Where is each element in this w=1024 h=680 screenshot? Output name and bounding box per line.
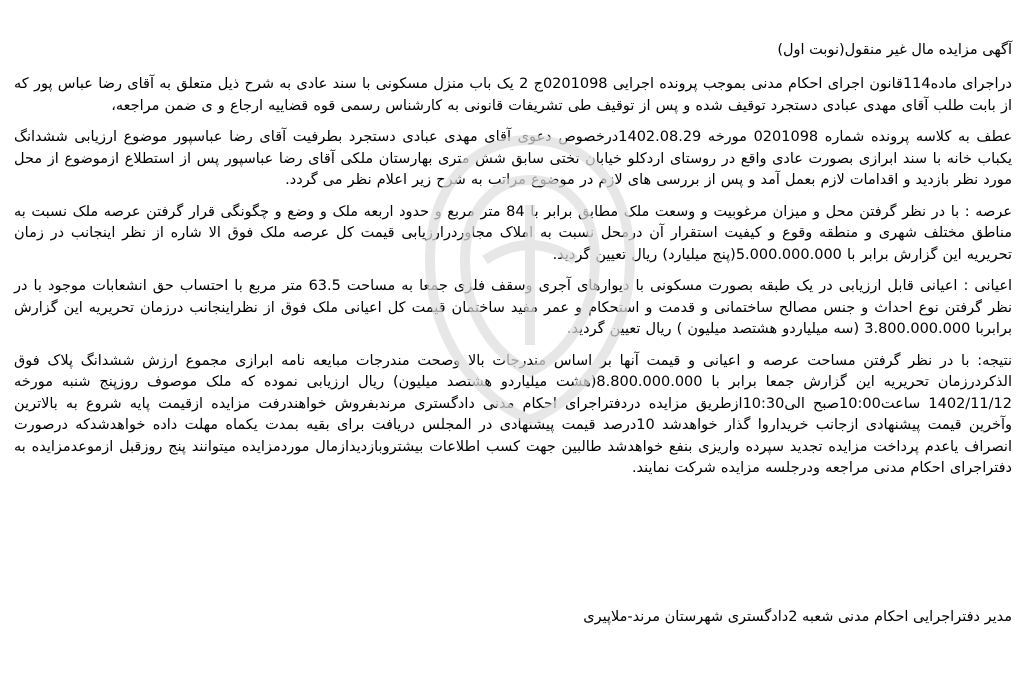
paragraph-land: عرصه : با در نظر گرفتن محل و میزان مرغوبیت و وسعت ملک مطابق برابر با 84 متر مربع و حدود اربعه ملک و وضع و چگونگی قرار گرفتن عرصه ملک نسبت به مناطق مختلف شهری و منطقه وقوع و کیفیت استقرار آن درمحل نسبت به املاک مجاوردرارزیابی قیمت کل عرصه ملک فوق الا شاره از نظر اینجانب در زمان تحریریه این گزارش برابر با 5.000.000.000(پنج میلیارد) ریال تعیین گردید. [14, 203, 1012, 263]
notice-title: آگهی مزایده مال غیر منقول(نوبت اول) [777, 42, 1012, 58]
paragraph-case-reference: عطف به کلاسه پرونده شماره 0201098 مورخه 1402.08.29درخصوص دعوی آقای مهدی عبادی دستجرد بطرفیت آقای رضا عباسپور موضوع ارزیابی ششدانگ یکباب خانه با سند ابرازی بصورت عادی واقع در روستای اردکلو خیابان تختی سابق شش متری بهارستان ملکی آقای رضا عباسپور پس از استطلاع ازموضوع از محل مورد نظر بازدید و اقدامات لازم بعمل آمد و پس از بررسی های لازم در موضوع مراتب به شرح زیر اعلام نظر می گردد. [14, 129, 1012, 188]
paragraph-building: اعیانی : اعیانی قابل ارزیابی در یک طبقه بصورت مسکونی با دیوارهای آجری وسقف فلزی جمعا به مساحت 63.5 متر مربع با احتساب حق انشعابات موجود با در نظر گرفتن نوع احداث و جنس مصالح ساختمانی و قدمت و استحکام و عمر مفید ساختمان قیمت کل اعیانی ملک فوق از نظراینجانب درزمان تحریریه این گزارش برابربا 3.800.000.000 (سه میلیاردو هشتصد میلیون ) ریال تعیین گردید. [14, 278, 1013, 337]
paragraph-intro: دراجرای ماده114قانون اجرای احکام مدنی بموجب پرونده اجرایی 0201098ج 2 یک باب منزل مسکونی با سند عادی به شرح ذیل متعلق به آقای رضا عباس پور که از بابت طلب آقای مهدی عبادی دستجرد توقیف شده و پس از توقیف طی تشریفات قانونی به کارشناس رسمی قوه قضاییه ارجاع و ی ضمن مراجعه، [14, 76, 1012, 114]
paragraph-result: نتیجه: با در نظر گرفتن مساحت عرصه و اعیانی و قیمت آنها بر اساس مندرجات بالا وصحت مندرجات مبایعه نامه ابرازی مجموع ارزش ششدانگ پلاک فوق الذکردرزمان تحریریه این گزارش جمعا برابر با 8.800.000.000(هشت میلیاردو هشتصد میلیون) ریال ارزیابی نموده که ملک موصوف روزپنج شنبه مورخه 1402/11/12 ساعت10:00صبح الی10:30ازطریق مزایده دردفتراجرای احکام مدنی دادگستری مرندبفروش خواهندرفت مزایده ازقیمت پایه شروع به بالاترین وآخرین قیمت پیشنهادی ازجانب خریداروا گذار خواهدشد 10درصد قیمت پیشنهادی در المجلس دریافت برای بقیه بمدت یکماه مهلت داده خواهدشدکه درصورت انصراف یاعدم پرداخت مزایده تجدید سپرده واریزی بنفع خواهدشد طالبین جهت کسب اطلاعات بیشتروبازدیدازمال موردمزایده میتوانند پنج روزقبل ازموعدمزایده به دفتراجرای احکام مدنی مراجعه ودرجلسه مزایده شرکت نمایند. [14, 352, 1012, 476]
signature-line: مدیر دفتراجرایی احکام مدنی شعبه 2دادگستری شهرستان مرند-ملاپیری [583, 609, 1012, 625]
